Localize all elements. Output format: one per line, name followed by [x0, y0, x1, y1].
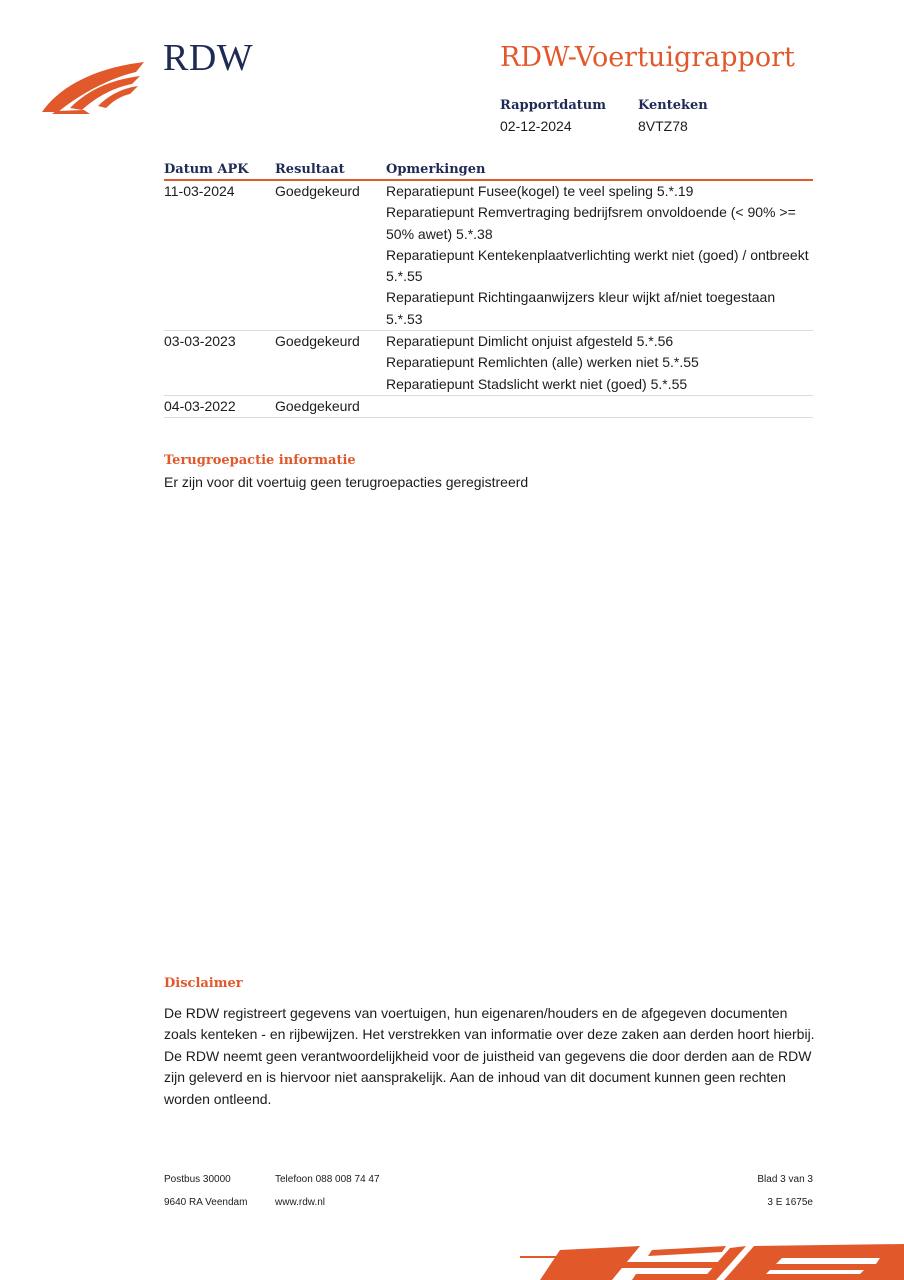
apk-history-table [164, 158, 813, 418]
remark-item: Reparatiepunt Remvertraging bedrijfsrem onvoldoende (< 90% >= 50% awet) 5.*.38 [386, 204, 796, 242]
recall-section-title: Terugroepactie informatie [164, 453, 356, 468]
rdw-logo-icon [40, 56, 150, 116]
disclaimer-text: De RDW registreert gegevens van voertuigen, hun eigenaren/houders en de afgegeven documenten zoals kenteken - en rijbewijzen. Het verstrekken van informatie over deze zaken aan derden hoort hierbij. De RDW neemt geen verantwoordelijkheid voor de juistheid van gegevens die door derden aan de RDW zijn geleverd en is hiervoor niet aansprakelijk. Aan de inhoud van dit document kunnen geen rechten worden ontleend. [164, 1005, 815, 1107]
remark-item: Reparatiepunt Remlichten (alle) werken niet 5.*.55 [386, 354, 699, 371]
table-row [164, 331, 813, 396]
remark-item: Reparatiepunt Stadslicht werkt niet (goed) 5.*.55 [386, 375, 688, 392]
apk-date: 03-03-2023 [164, 331, 275, 396]
column-header-remarks: Opmerkingen [386, 158, 813, 180]
footer-city: 9640 RA Veendam [164, 1197, 248, 1208]
remark-item: Reparatiepunt Richtingaanwijzers kleur wijkt af/niet toegestaan 5.*.53 [386, 289, 776, 327]
table-header-row [164, 158, 813, 180]
apk-remarks [386, 395, 813, 417]
apk-remarks [386, 331, 813, 396]
report-date-value: 02-12-2024 [500, 118, 572, 134]
column-header-date: Datum APK [164, 158, 275, 180]
rdw-logo-text: RDW [163, 37, 254, 79]
apk-result: Goedgekeurd [275, 331, 386, 396]
footer-document-code: 3 E 1675e [767, 1197, 813, 1208]
footer-website: www.rdw.nl [275, 1197, 326, 1208]
column-header-result: Resultaat [275, 158, 386, 180]
remark-item: Reparatiepunt Dimlicht onjuist afgesteld 5.*.56 [386, 333, 674, 350]
recall-text: Er zijn voor dit voertuig geen terugroepacties geregistreerd [164, 474, 529, 490]
footer-phone: Telefoon 088 008 74 47 [275, 1174, 380, 1185]
table-row [164, 180, 813, 331]
apk-result: Goedgekeurd [275, 180, 386, 331]
license-plate-value: 8VTZ78 [638, 118, 688, 134]
decorative-stripes [520, 1244, 904, 1280]
disclaimer-title: Disclaimer [164, 976, 243, 991]
remark-item: Reparatiepunt Fusee(kogel) te veel speling 5.*.19 [386, 183, 694, 199]
apk-result: Goedgekeurd [275, 395, 386, 417]
apk-remarks [386, 180, 813, 331]
apk-date: 04-03-2022 [164, 395, 275, 417]
table-row [164, 395, 813, 417]
apk-date: 11-03-2024 [164, 180, 275, 331]
page-title: RDW-Voertuigrapport [500, 42, 795, 73]
license-plate-label: Kenteken [638, 98, 708, 113]
report-date-label: Rapportdatum [500, 98, 606, 113]
remark-item: Reparatiepunt Kentekenplaatverlichting werkt niet (goed) / ontbreekt 5.*.55 [386, 246, 809, 285]
footer-page-number: Blad 3 van 3 [757, 1174, 813, 1185]
footer-postbus: Postbus 30000 [164, 1174, 231, 1185]
